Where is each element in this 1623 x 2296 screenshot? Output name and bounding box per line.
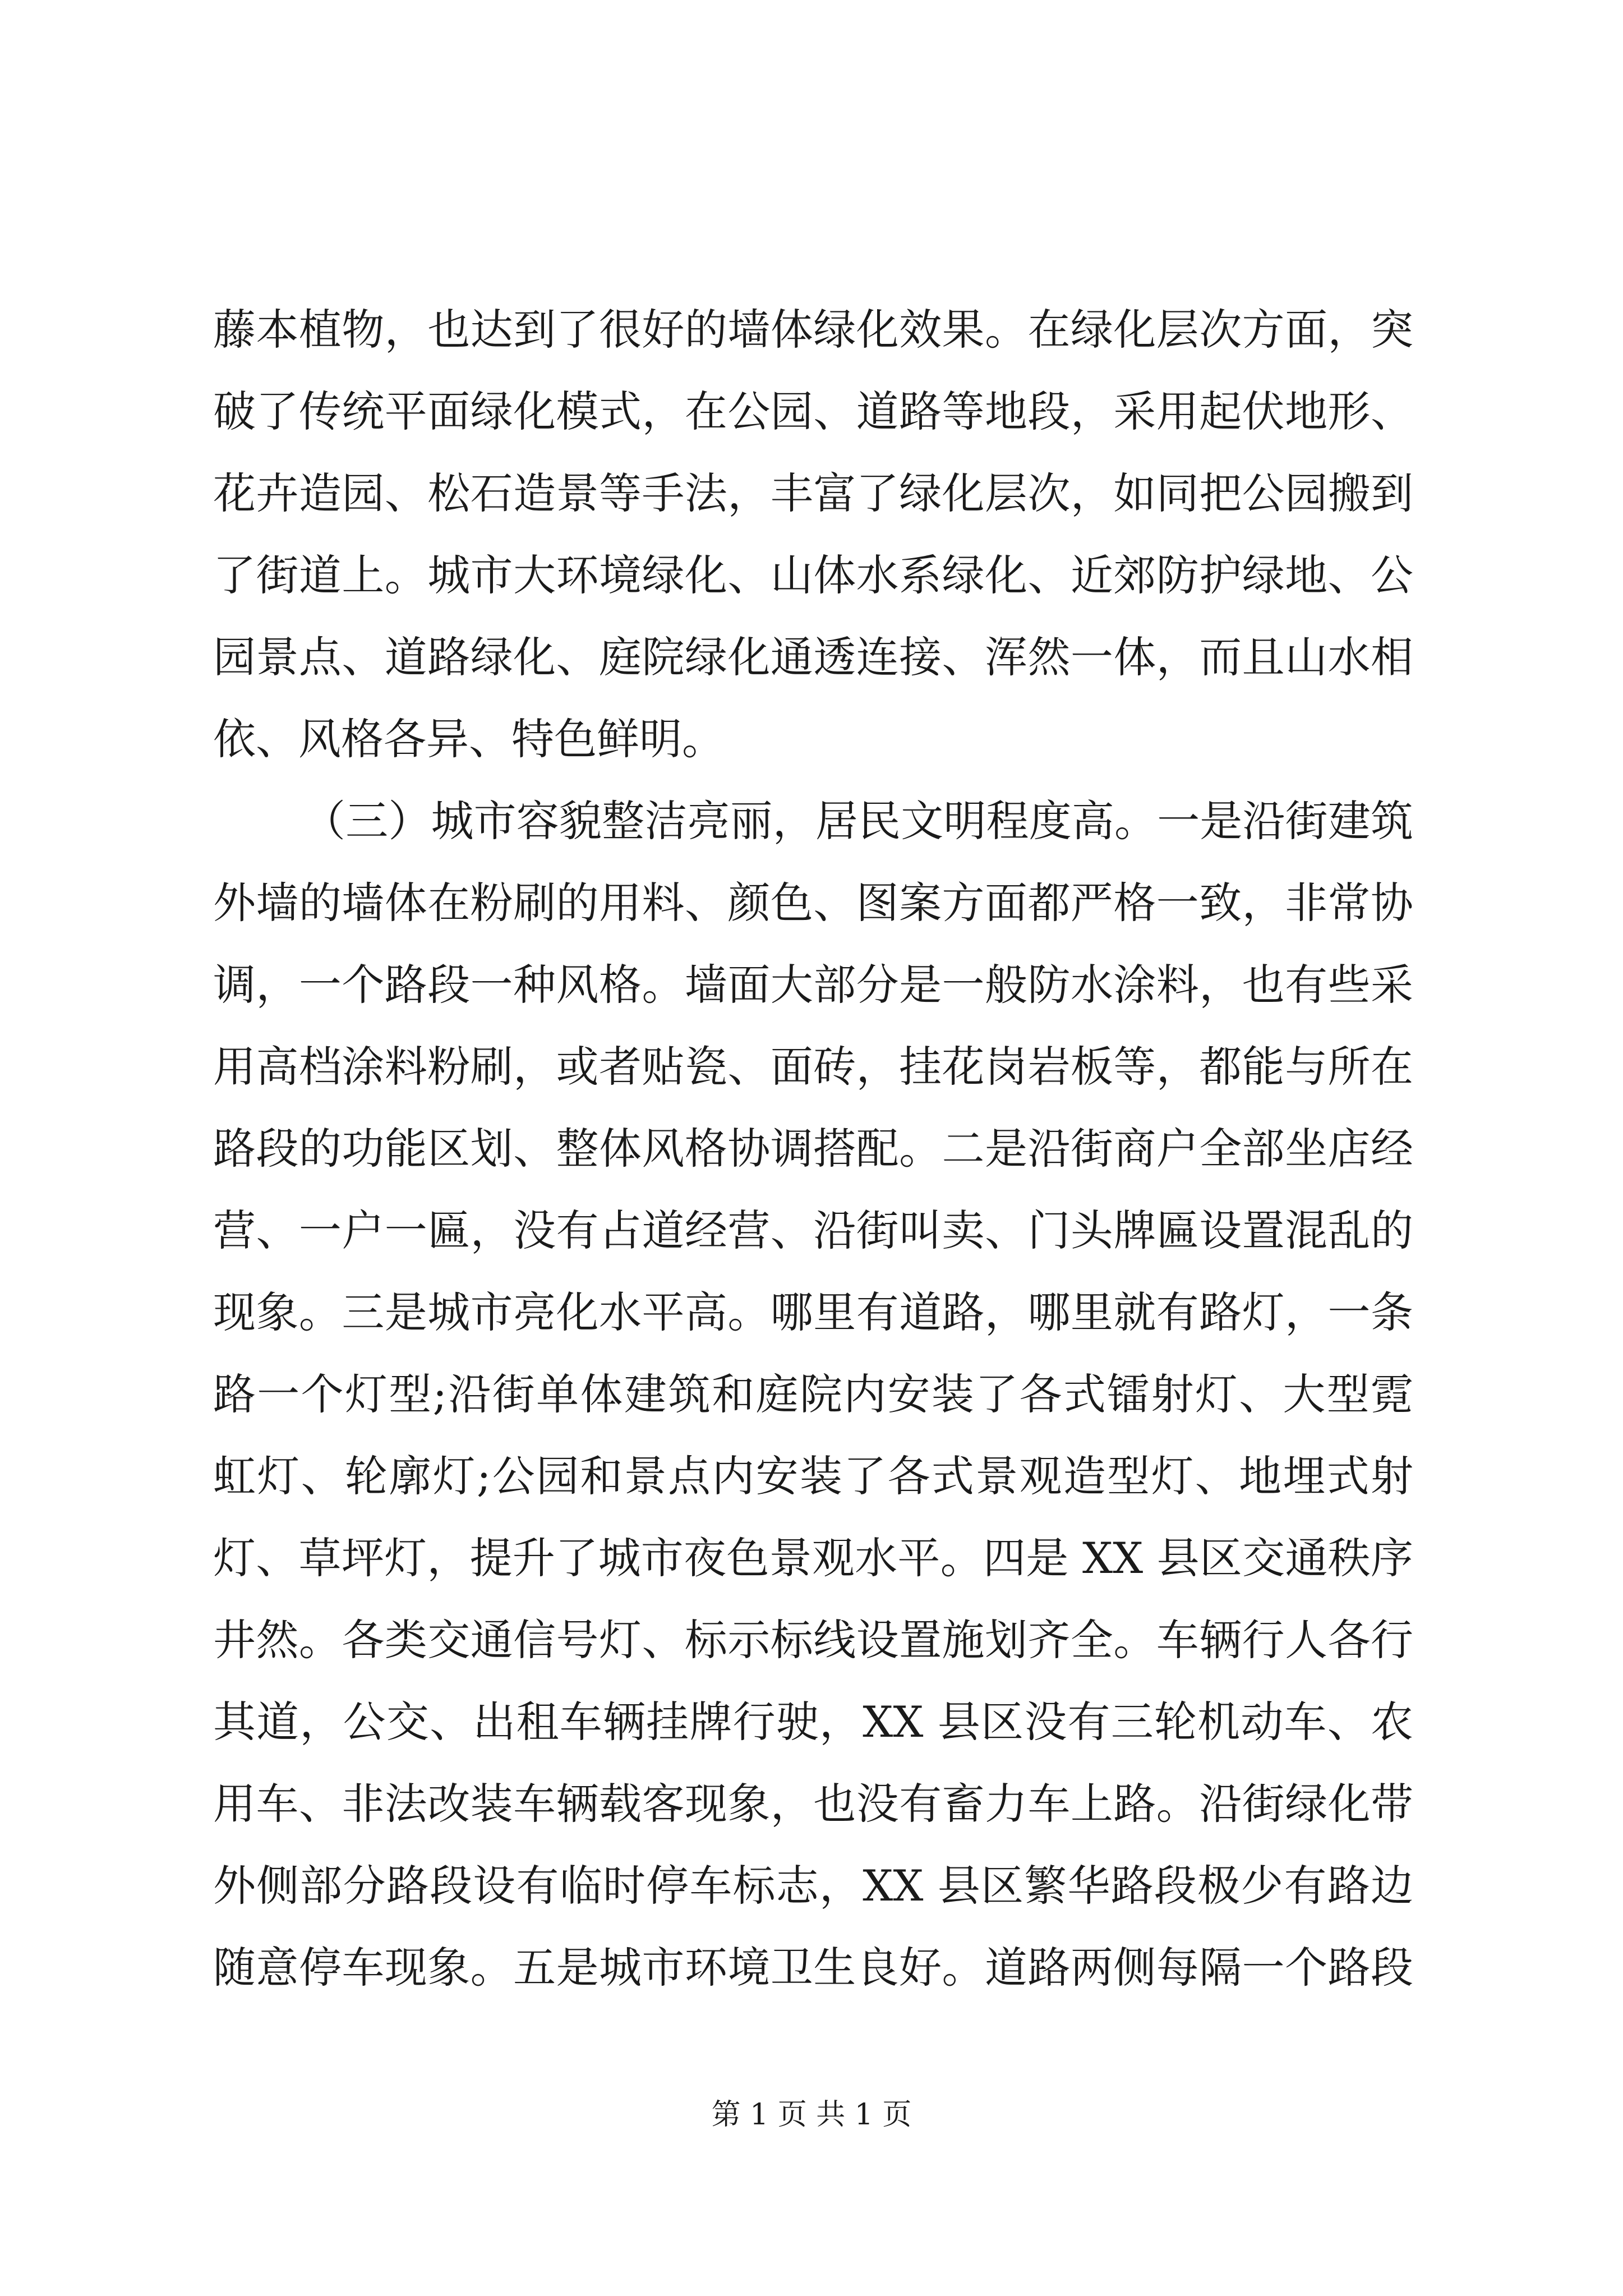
page-number-footer: 第 1 页 共 1 页 [711, 2098, 912, 2132]
text-line: 依、风格各异、特色鲜明。 [213, 714, 725, 764]
text-line: 花卉造园、松石造景等手法，丰富了绿化层次，如同把公园搬到 [213, 468, 1413, 518]
text-line: 路段的功能区划、整体风格协调搭配。二是沿街商户全部坐店经 [213, 1124, 1413, 1174]
text-line: 营、一户一匾，没有占道经营、沿街叫卖、门头牌匾设置混乱的 [213, 1205, 1413, 1255]
text-line: 其道，公交、出租车辆挂牌行驶，XX 县区没有三轮机动车、农 [213, 1697, 1413, 1747]
text-line: 用车、非法改装车辆载客现象，也没有畜力车上路。沿街绿化带 [213, 1779, 1413, 1829]
text-line: 藤本植物，也达到了很好的墙体绿化效果。在绿化层次方面，突 [213, 305, 1413, 355]
section-heading-line: （三）城市容貌整洁亮丽，居民文明程度高。一是沿街建筑 [303, 796, 1413, 846]
text-line: 外墙的墙体在粉刷的用料、颜色、图案方面都严格一致，非常协 [213, 878, 1413, 928]
text-line: 现象。三是城市亮化水平高。哪里有道路，哪里就有路灯，一条 [213, 1287, 1413, 1337]
text-line: 用高档涂料粉刷，或者贴瓷、面砖，挂花岗岩板等，都能与所在 [213, 1042, 1413, 1092]
text-line: 调，一个路段一种风格。墙面大部分是一般防水涂料，也有些采 [213, 960, 1413, 1010]
text-line: 了街道上。城市大环境绿化、山体水系绿化、近郊防护绿地、公 [213, 550, 1413, 600]
text-line: 虹灯、轮廓灯;公园和景点内安装了各式景观造型灯、地埋式射 [213, 1451, 1413, 1501]
text-line: 路一个灯型;沿街单体建筑和庭院内安装了各式镭射灯、大型霓 [213, 1369, 1413, 1419]
text-line: 外侧部分路段设有临时停车标志，XX 县区繁华路段极少有路边 [213, 1861, 1413, 1911]
text-line: 灯、草坪灯，提升了城市夜色景观水平。四是 XX 县区交通秩序 [213, 1533, 1413, 1583]
text-line: 随意停车现象。五是城市环境卫生良好。道路两侧每隔一个路段 [213, 1943, 1413, 1993]
text-line: 破了传统平面绿化模式，在公园、道路等地段，采用起伏地形、 [213, 386, 1413, 436]
body-text [213, 289, 1413, 2009]
text-line: 井然。各类交通信号灯、标示标线设置施划齐全。车辆行人各行 [213, 1615, 1413, 1665]
text-line: 园景点、道路绿化、庭院绿化通透连接、浑然一体，而且山水相 [213, 632, 1413, 682]
